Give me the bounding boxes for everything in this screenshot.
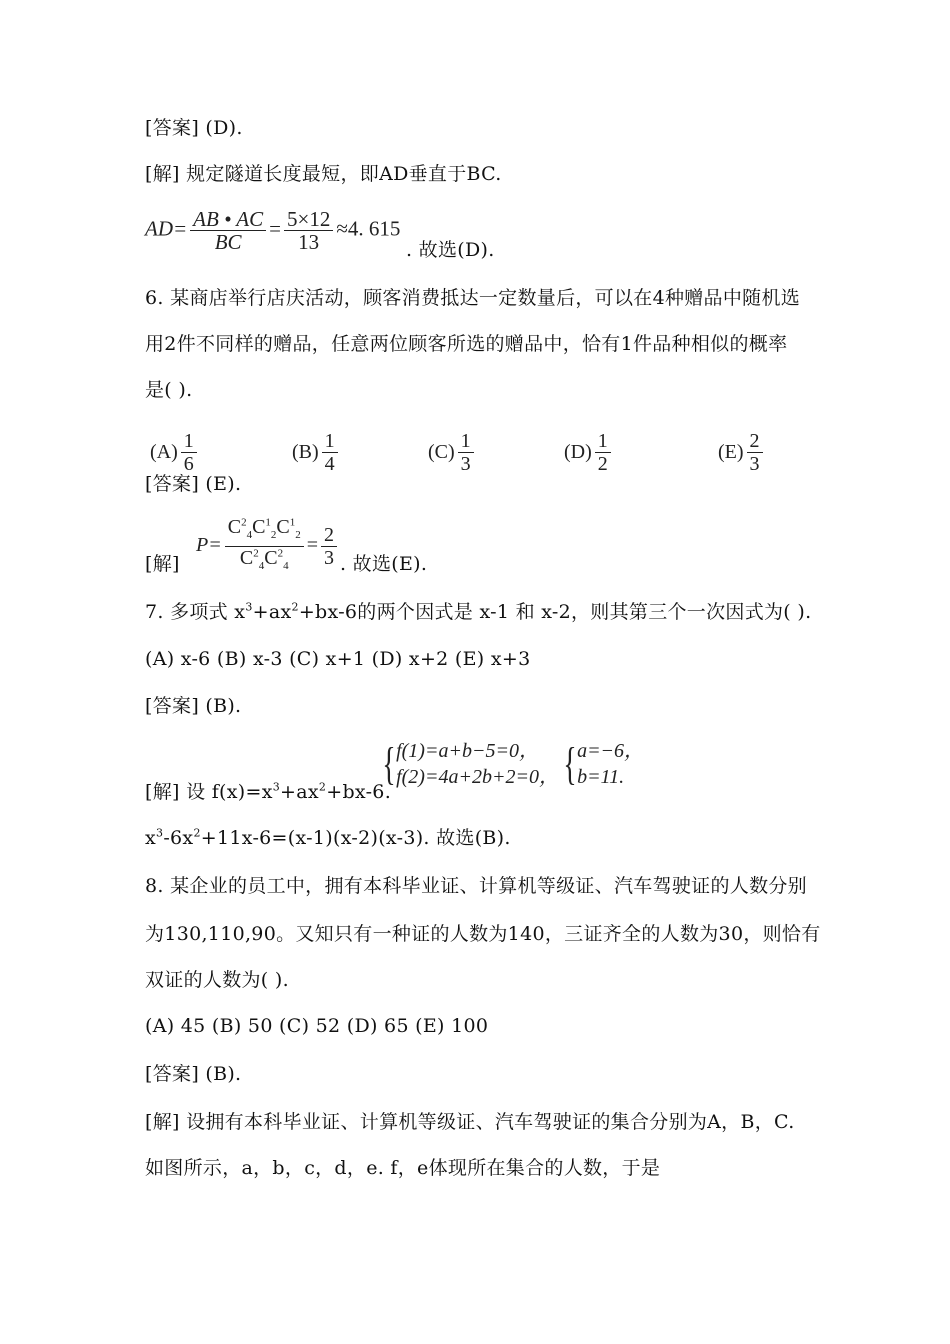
- answer-6: [答案] (E).: [145, 473, 242, 495]
- frac1-denominator: BC: [214, 230, 242, 254]
- answer-7: [答案] (B).: [145, 695, 242, 717]
- option-numerator: 1: [595, 430, 611, 453]
- equation-system: [378, 738, 644, 790]
- left-brace-1: {: [382, 738, 396, 789]
- option-numerator: 1: [322, 430, 338, 453]
- fac-exp: 3: [156, 826, 164, 840]
- solution-8-line1: [解] 设拥有本科毕业证、计算机等级证、汽车驾驶证的集合分别为A，B，C.: [145, 1111, 795, 1133]
- fac-text: +11x-6=(x-1)(x-2)(x-3). 故选(B).: [200, 827, 511, 849]
- question-6-line1: 6. 某商店举行店庆活动，顾客消费抵达一定数量后，可以在4种赠品中随机选: [145, 287, 801, 309]
- option-label: (D): [564, 441, 592, 463]
- question-8-line3: 双证的人数为( ).: [145, 969, 289, 991]
- jie7-exp: 2: [318, 780, 327, 794]
- solution-5-text: [解] 规定隧道长度最短，即AD垂直于BC.: [145, 163, 502, 185]
- left-brace-2: {: [563, 738, 577, 789]
- fac-text: x: [145, 827, 157, 849]
- q7-text: +bx-6的两个因式是 x-1 和 x-2，则其第三个一次因式为( ).: [298, 601, 812, 623]
- options-8: (A) 45 (B) 50 (C) 52 (D) 65 (E) 100: [145, 1015, 489, 1037]
- frac2-numerator: 5×12: [284, 208, 333, 231]
- option-6-d: [564, 430, 614, 475]
- option-6-e: [718, 430, 766, 475]
- formula-p-frac1: $\frac{C^2_4C^1_2C^1_2}{C^2_4C^2_4}$: [225, 516, 304, 577]
- solution-row-1: a=−6，: [577, 740, 645, 762]
- jie7-text: +bx-6.: [326, 781, 392, 803]
- frac1-numerator: AB • AC: [190, 208, 266, 231]
- formula-p-eq: =: [306, 534, 319, 557]
- option-denominator: 2: [597, 453, 608, 475]
- q7-text: +ax: [252, 601, 292, 623]
- q7-exp: 3: [245, 600, 253, 614]
- formula-p-frac2: [321, 524, 337, 569]
- question-8-line1: 8. 某企业的员工中，拥有本科毕业证、计算机等级证、汽车驾驶证的人数分别: [145, 875, 807, 897]
- fac-text: -6x: [163, 827, 194, 849]
- option-label: (B): [292, 441, 319, 463]
- question-8-line2: 为130,110,90。又知只有一种证的人数为140，三证齐全的人数为30，则恰有: [145, 923, 821, 945]
- option-numerator: 1: [181, 430, 197, 453]
- solution-7-text: [145, 780, 391, 804]
- question-6-line2: 用2件不同样的赠品，任意两位顾客所选的赠品中，恰有1件品种相似的概率: [145, 333, 788, 355]
- option-6-b: [292, 430, 341, 475]
- jie7-text: [解] 设 f(x)=x: [145, 781, 273, 803]
- option-denominator: 3: [749, 453, 760, 475]
- system-row-1: f(1)=a+b−5=0，: [396, 740, 539, 762]
- options-7: (A) x-6 (B) x-3 (C) x+1 (D) x+2 (E) x+3: [145, 648, 531, 670]
- frac-p-numerator: 2: [321, 524, 337, 547]
- option-label: (E): [718, 441, 744, 463]
- q7-exp: 2: [291, 600, 299, 614]
- formula-ad-approx: ≈4. 615: [336, 216, 401, 241]
- jie7-exp: 3: [272, 780, 281, 794]
- formula-ad-frac1: [190, 208, 266, 253]
- formula-ad-eq: =: [269, 216, 281, 241]
- question-6-line3: 是( ).: [145, 379, 193, 401]
- answer-5: [答案] (D).: [145, 117, 243, 139]
- jie7-text: +ax: [280, 781, 319, 803]
- solution-8-line2: 如图所示，a，b，c，d，e. f，e体现所在集合的人数，于是: [145, 1157, 661, 1179]
- option-label: (A): [150, 441, 178, 463]
- solution-7-factorization: [145, 826, 511, 850]
- option-denominator: 3: [460, 453, 471, 475]
- solution-6-conclusion: . 故选(E).: [340, 553, 428, 575]
- option-numerator: 2: [747, 430, 763, 453]
- solution-5-conclusion: . 故选(D).: [406, 239, 495, 261]
- option-denominator: 6: [183, 453, 194, 475]
- formula-ad-lhs: AD=: [145, 216, 188, 241]
- frac2-denominator: 13: [298, 230, 320, 254]
- question-7: [145, 600, 811, 624]
- option-numerator: 1: [458, 430, 474, 453]
- system-row-2: f(2)=4a+2b+2=0，: [396, 766, 559, 788]
- option-6-a: [150, 430, 200, 475]
- formula-p-lhs: P=: [196, 534, 222, 557]
- frac-p-denominator: 3: [324, 547, 335, 569]
- solution-6-label: [解]: [145, 553, 180, 575]
- formula-ad-frac2: [284, 208, 333, 253]
- formula-p: [196, 516, 340, 577]
- option-6-c: [428, 430, 477, 475]
- solution-row-2: b=11.: [577, 766, 625, 788]
- answer-8: [答案] (B).: [145, 1063, 242, 1085]
- formula-ad: [145, 208, 400, 253]
- option-denominator: 4: [324, 453, 335, 475]
- q7-text: 7. 多项式 x: [145, 601, 246, 623]
- option-label: (C): [428, 441, 455, 463]
- fac-exp: 2: [193, 826, 201, 840]
